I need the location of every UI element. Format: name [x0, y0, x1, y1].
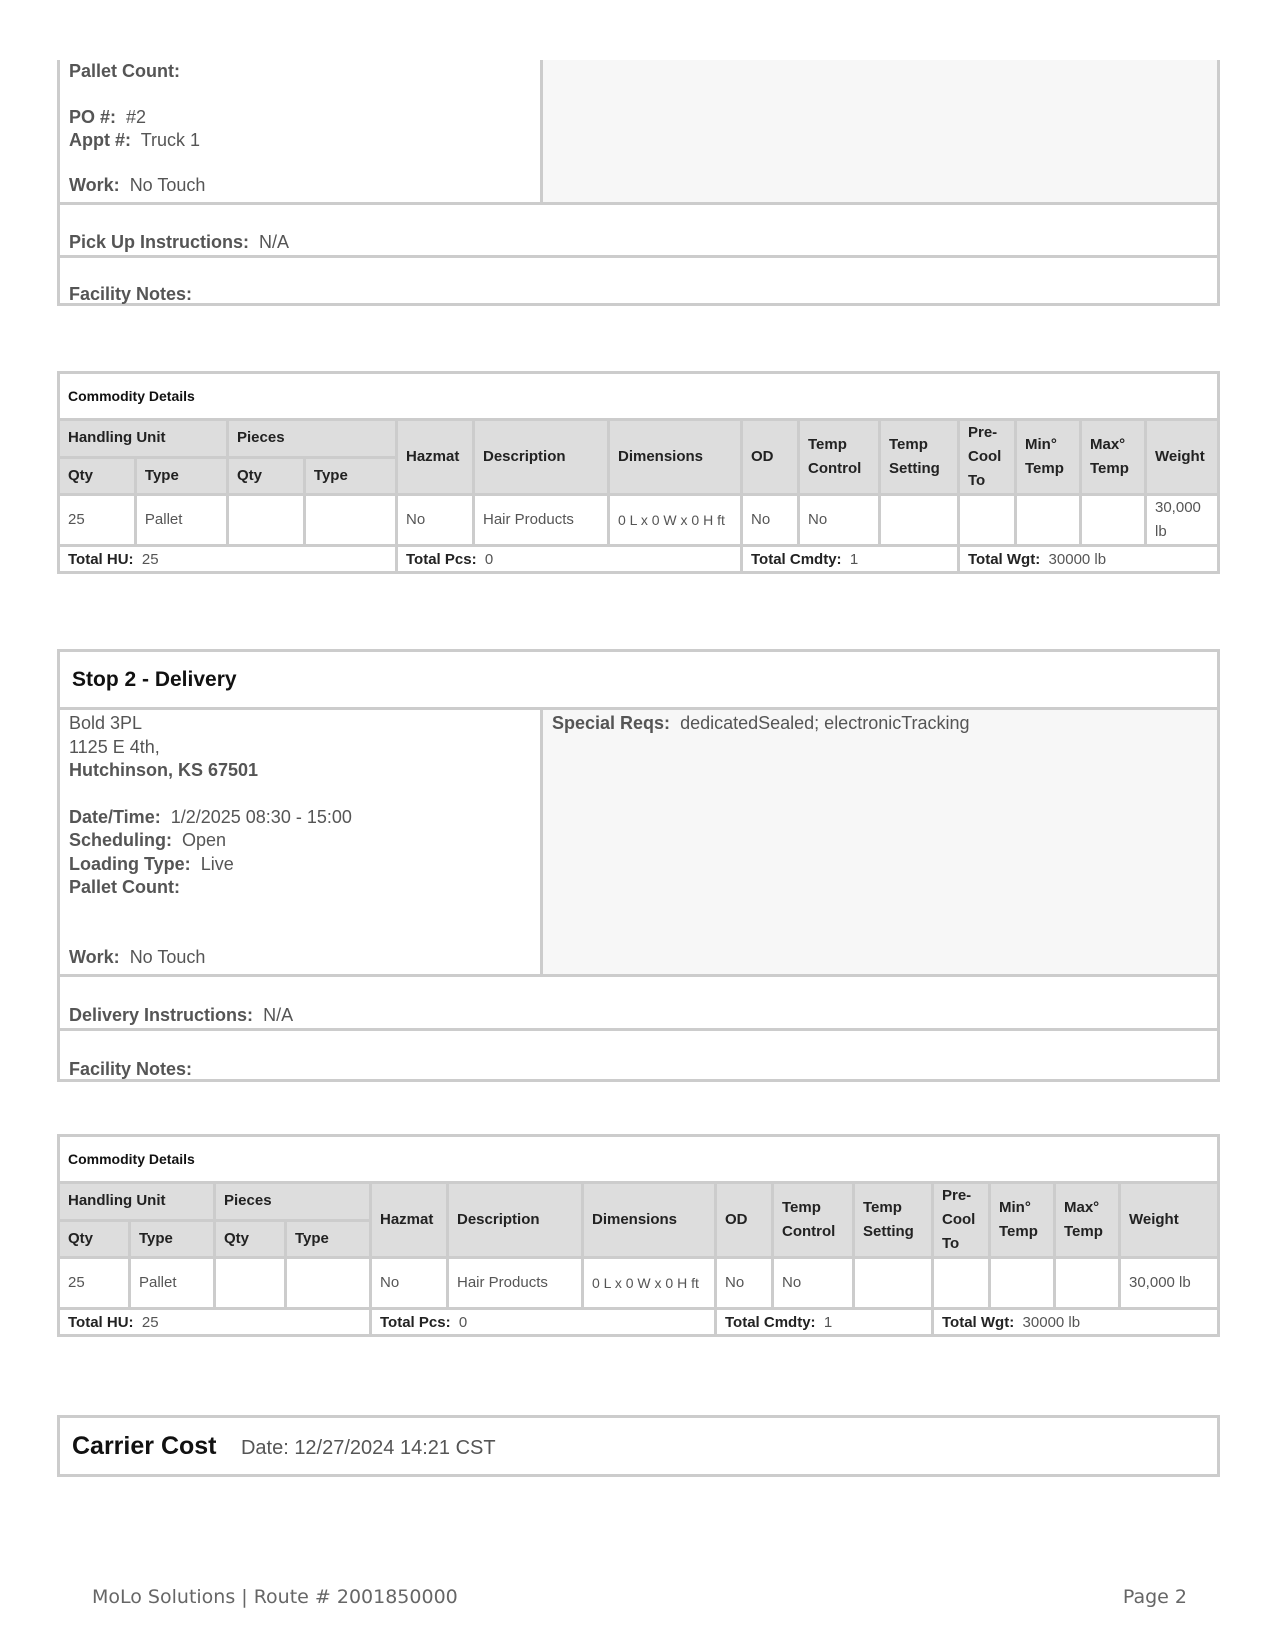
th-precool: Pre- Cool To	[959, 420, 1016, 495]
commodity-title: Commodity Details	[59, 1136, 1219, 1183]
work-label: Work:	[69, 175, 120, 195]
commodity-details-1	[57, 371, 1220, 574]
th-min-temp: Min° Temp	[1016, 420, 1081, 495]
datetime-label: Date/Time:	[69, 806, 161, 827]
appt-label: Appt #:	[69, 130, 131, 150]
delivery-instructions-label: Delivery Instructions:	[69, 1005, 254, 1025]
special-reqs-label: Special Reqs:	[552, 713, 671, 733]
cell-temp-control: No	[799, 495, 880, 546]
total-pcs: Total Pcs: 0	[397, 546, 742, 573]
cell-temp-setting	[880, 495, 959, 546]
footer-page-number: Page 2	[1122, 1586, 1187, 1608]
th-pc-qty: Qty	[215, 1220, 286, 1258]
work-value: No Touch	[129, 175, 206, 195]
commodity-details-2	[57, 1134, 1220, 1337]
footer-route: MoLo Solutions | Route # 2001850000	[92, 1586, 458, 1608]
facility-notes	[60, 1028, 1217, 1082]
facility-notes-label: Facility Notes:	[69, 1059, 193, 1079]
cell-description: Hair Products	[448, 1258, 583, 1309]
th-hu-type: Type	[135, 457, 227, 495]
cell-description: Hair Products	[474, 495, 609, 546]
cell-pc-qty	[228, 495, 305, 546]
loading-type-value: Live	[200, 853, 234, 874]
cell-min-temp	[990, 1258, 1055, 1309]
pickup-instructions-value: N/A	[259, 232, 290, 252]
th-max-temp: Max° Temp	[1081, 420, 1146, 495]
th-pc-qty: Qty	[228, 457, 305, 495]
work-value: No Touch	[129, 946, 206, 967]
total-cmdty: Total Cmdty: 1	[742, 546, 959, 573]
cell-weight: 30,000 lb	[1120, 1258, 1219, 1309]
carrier-cost-title: Carrier Cost	[72, 1432, 217, 1460]
cell-hazmat: No	[397, 495, 474, 546]
th-min-temp: Min° Temp	[990, 1183, 1055, 1258]
pallet-count-label: Pallet Count:	[69, 877, 180, 897]
cell-hazmat: No	[371, 1258, 448, 1309]
th-handling-unit: Handling Unit	[59, 1183, 215, 1221]
th-max-temp: Max° Temp	[1055, 1183, 1120, 1258]
cell-pc-type	[304, 495, 396, 546]
total-pcs: Total Pcs: 0	[371, 1309, 716, 1336]
stop2-title: Stop 2 - Delivery	[60, 652, 1217, 710]
total-hu: Total HU: 25	[59, 1309, 371, 1336]
cell-temp-setting	[854, 1258, 933, 1309]
totals-row	[59, 546, 1219, 573]
cell-precool	[933, 1258, 990, 1309]
cell-weight: 30,000 lb	[1146, 495, 1219, 546]
th-pieces: Pieces	[228, 420, 397, 458]
cell-max-temp	[1055, 1258, 1120, 1309]
delivery-instructions	[60, 974, 1217, 1028]
table-row	[59, 1258, 1219, 1309]
th-pieces: Pieces	[215, 1183, 371, 1221]
special-reqs-value: dedicatedSealed; electronicTracking	[680, 713, 970, 733]
stop1-panel	[57, 60, 1220, 306]
pallet-count-label: Pallet Count:	[69, 61, 180, 81]
th-pc-type: Type	[304, 457, 396, 495]
facility-notes	[60, 255, 1217, 306]
commodity-table	[57, 1134, 1220, 1337]
th-temp-setting: Temp Setting	[854, 1183, 933, 1258]
cell-od: No	[742, 495, 799, 546]
work-row	[69, 174, 531, 197]
th-temp-control: Temp Control	[799, 420, 880, 495]
th-dimensions: Dimensions	[583, 1183, 716, 1258]
pallet-count-row	[69, 60, 531, 83]
th-od: OD	[742, 420, 799, 495]
cell-pc-qty	[215, 1258, 286, 1309]
stop2-city-state-zip: Hutchinson, KS 67501	[69, 760, 259, 780]
loading-type-row	[69, 853, 531, 877]
po-label: PO #:	[69, 107, 117, 127]
scheduling-row	[69, 829, 531, 853]
th-hazmat: Hazmat	[371, 1183, 448, 1258]
cell-dimensions: 0 L x 0 W x 0 H ft	[609, 495, 742, 546]
po-row	[69, 106, 531, 129]
stop2-panel	[57, 649, 1220, 1082]
th-od: OD	[716, 1183, 773, 1258]
cell-min-temp	[1016, 495, 1081, 546]
th-weight: Weight	[1146, 420, 1219, 495]
delivery-instructions-value: N/A	[263, 1005, 294, 1025]
appt-row	[69, 129, 531, 152]
cell-dimensions: 0 L x 0 W x 0 H ft	[583, 1258, 716, 1309]
datetime-row	[69, 806, 531, 830]
cell-precool	[959, 495, 1016, 546]
cell-max-temp	[1081, 495, 1146, 546]
th-hu-qty: Qty	[59, 457, 136, 495]
th-description: Description	[474, 420, 609, 495]
special-reqs	[543, 710, 1217, 974]
po-value: #2	[126, 107, 147, 127]
stop1-right-panel	[543, 60, 1217, 202]
pickup-instructions	[60, 202, 1217, 255]
appt-value: Truck 1	[140, 130, 201, 150]
cell-temp-control: No	[773, 1258, 854, 1309]
total-cmdty: Total Cmdty: 1	[716, 1309, 933, 1336]
th-dimensions: Dimensions	[609, 420, 742, 495]
work-label: Work:	[69, 946, 120, 967]
loading-type-label: Loading Type:	[69, 853, 191, 874]
totals-row	[59, 1309, 1219, 1336]
th-hazmat: Hazmat	[397, 420, 474, 495]
cell-od: No	[716, 1258, 773, 1309]
carrier-cost-date: Date: 12/27/2024 14:21 CST	[240, 1437, 496, 1459]
commodity-title: Commodity Details	[59, 373, 1219, 420]
cell-hu-type: Pallet	[130, 1258, 215, 1309]
th-temp-setting: Temp Setting	[880, 420, 959, 495]
total-wgt: Total Wgt: 30000 lb	[959, 546, 1219, 573]
scheduling-value: Open	[182, 830, 227, 850]
stop2-name: Bold 3PL	[69, 713, 143, 733]
carrier-cost-panel	[57, 1415, 1220, 1477]
cell-hu-qty: 25	[59, 495, 136, 546]
th-pc-type: Type	[286, 1220, 371, 1258]
commodity-table	[57, 371, 1220, 574]
cell-hu-qty: 25	[59, 1258, 130, 1309]
work-row	[69, 946, 531, 970]
pallet-count-row	[69, 876, 531, 900]
th-description: Description	[448, 1183, 583, 1258]
th-hu-type: Type	[130, 1220, 215, 1258]
scheduling-label: Scheduling:	[69, 830, 172, 850]
total-hu: Total HU: 25	[59, 546, 397, 573]
table-row	[59, 495, 1219, 546]
cell-hu-type: Pallet	[135, 495, 227, 546]
th-hu-qty: Qty	[59, 1220, 130, 1258]
th-precool: Pre- Cool To	[933, 1183, 990, 1258]
th-handling-unit: Handling Unit	[59, 420, 228, 458]
th-weight: Weight	[1120, 1183, 1219, 1258]
cell-pc-type	[286, 1258, 371, 1309]
th-temp-control: Temp Control	[773, 1183, 854, 1258]
total-wgt: Total Wgt: 30000 lb	[933, 1309, 1219, 1336]
facility-notes-label: Facility Notes:	[69, 284, 193, 304]
stop2-address: 1125 E 4th,	[69, 736, 160, 757]
pickup-instructions-label: Pick Up Instructions:	[69, 232, 250, 252]
datetime-value: 1/2/2025 08:30 - 15:00	[170, 806, 352, 827]
